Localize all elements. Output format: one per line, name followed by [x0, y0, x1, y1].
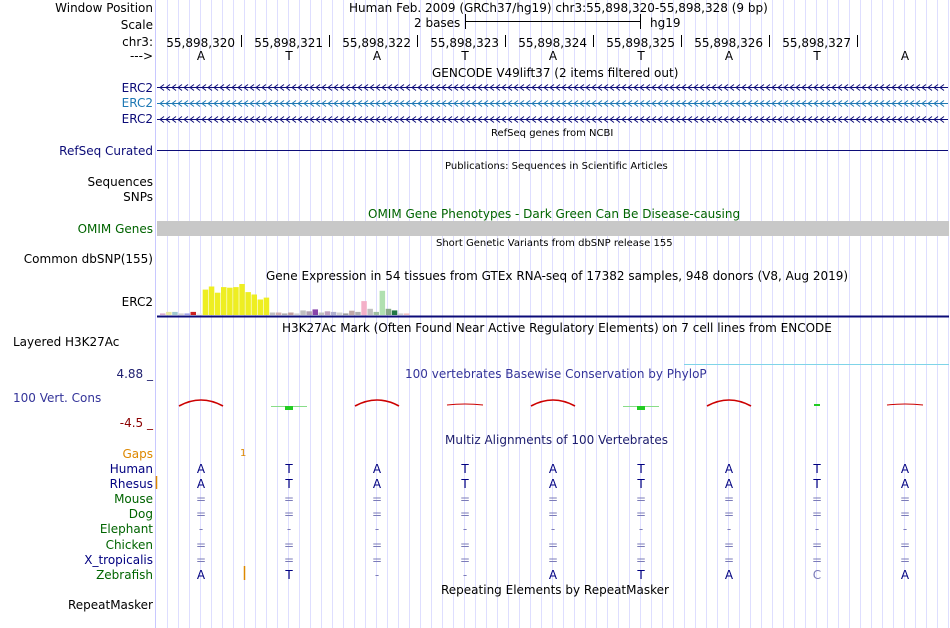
multiz-aligned-base: T [285, 477, 293, 492]
multiz-aligned-base: = [899, 507, 911, 522]
multiz-species-label[interactable]: Zebrafish [96, 567, 153, 582]
gaps-label: Gaps [122, 447, 153, 461]
gtex-track-label[interactable]: ERC2 [121, 295, 153, 309]
multiz-aligned-base: = [371, 507, 383, 522]
sequence-base: T [637, 49, 645, 63]
multiz-aligned-base: - [462, 522, 468, 537]
repeatmasker-track-title[interactable]: Repeating Elements by RepeatMasker [441, 583, 669, 597]
gtex-tissue-bar[interactable] [209, 287, 215, 316]
gtex-tissue-bar[interactable] [367, 309, 373, 315]
gtex-tissue-bar[interactable] [264, 298, 270, 315]
gtex-tissue-bar[interactable] [313, 309, 319, 315]
multiz-aligned-base: A [900, 462, 910, 476]
cons-ymax-label: 4.88 _ [116, 367, 153, 381]
sequence-base: A [548, 49, 558, 63]
gtex-tissue-bar[interactable] [355, 312, 361, 315]
publications-snps-label[interactable]: SNPs [123, 190, 153, 204]
multiz-aligned-base: T [461, 462, 469, 476]
gtex-tissue-bar[interactable] [258, 300, 264, 316]
cons-value-mark [887, 404, 923, 405]
gtex-tissue-bar[interactable] [276, 313, 282, 316]
multiz-aligned-base: = [459, 552, 471, 567]
gtex-tissue-bar[interactable] [233, 287, 239, 315]
multiz-aligned-base: = [283, 507, 295, 522]
multiz-aligned-base: = [195, 507, 207, 522]
strand-label: ---> [129, 49, 153, 63]
conservation-wiggle[interactable] [179, 400, 923, 410]
gtex-tissue-bar[interactable] [191, 312, 197, 315]
multiz-aligned-base: T [285, 462, 293, 476]
multiz-aligned-base: = [635, 537, 647, 552]
multiz-aligned-base: = [899, 492, 911, 507]
multiz-aligned-base: A [900, 477, 910, 492]
multiz-species-label[interactable]: Mouse [114, 492, 153, 507]
ruler-position: 55,898,327 [782, 36, 851, 50]
multiz-aligned-base: A [372, 462, 382, 476]
multiz-aligned-base: = [723, 492, 735, 507]
gtex-tissue-bar[interactable] [325, 311, 331, 315]
gtex-tissue-bar[interactable] [337, 313, 343, 316]
sequence-base: T [285, 49, 293, 63]
multiz-aligned-base: = [283, 552, 295, 567]
multiz-aligned-base: T [813, 462, 821, 476]
gtex-tissue-bar[interactable] [203, 290, 209, 315]
gtex-tissue-bar[interactable] [319, 313, 325, 316]
multiz-aligned-base: T [637, 567, 645, 582]
gtex-tissue-bar[interactable] [184, 313, 190, 315]
gencode-item-label[interactable]: ERC2 [121, 96, 153, 110]
multiz-aligned-base: = [723, 507, 735, 522]
multiz-aligned-base: C [812, 567, 822, 582]
multiz-aligned-base: - [726, 522, 732, 537]
multiz-aligned-base: A [548, 477, 558, 492]
multiz-aligned-base: T [813, 477, 821, 492]
ruler-position: 55,898,323 [430, 36, 499, 50]
multiz-aligned-base: = [195, 537, 207, 552]
multiz-aligned-base: = [547, 537, 559, 552]
gtex-tissue-bar[interactable] [343, 313, 349, 315]
gencode-item-label[interactable]: ERC2 [121, 112, 153, 126]
refseq-track-label[interactable]: RefSeq Curated [59, 144, 153, 158]
multiz-aligned-base: A [196, 462, 206, 476]
multiz-aligned-base: = [459, 492, 471, 507]
multiz-aligned-base: A [196, 477, 206, 492]
multiz-aligned-base: = [899, 552, 911, 567]
gtex-tissue-bar[interactable] [380, 291, 386, 315]
multiz-aligned-base: - [462, 567, 468, 582]
ruler-position: 55,898,320 [166, 36, 235, 50]
multiz-aligned-base: = [723, 537, 735, 552]
ruler-position: 55,898,325 [606, 36, 675, 50]
gtex-tissue-bar[interactable] [349, 311, 355, 315]
multiz-aligned-base: = [811, 492, 823, 507]
multiz-aligned-base: = [371, 552, 383, 567]
refseq-track-title[interactable]: RefSeq genes from NCBI [491, 128, 614, 139]
multiz-aligned-base: = [547, 552, 559, 567]
gtex-tissue-bar[interactable] [361, 301, 367, 315]
gtex-tissue-bar[interactable] [294, 313, 300, 315]
multiz-aligned-base: T [637, 462, 645, 476]
multiz-aligned-base: A [724, 462, 734, 476]
multiz-species-label[interactable]: Chicken [105, 537, 153, 552]
multiz-aligned-base: = [459, 537, 471, 552]
multiz-aligned-base: = [195, 492, 207, 507]
cons-value-mark [814, 404, 820, 406]
gtex-tissue-bar[interactable] [404, 313, 410, 315]
multiz-aligned-base: A [900, 567, 910, 582]
multiz-track-title[interactable]: Multiz Alignments of 100 Vertebrates [445, 433, 669, 447]
gtex-tissue-bar[interactable] [270, 313, 276, 316]
scale-label: Scale [120, 18, 153, 32]
sequence-base: A [724, 49, 734, 63]
multiz-aligned-base: T [461, 477, 469, 492]
multiz-species-label[interactable]: Dog [128, 507, 153, 522]
cons-value-mark [531, 400, 575, 406]
gtex-tissue-bar[interactable] [221, 287, 227, 315]
multiz-aligned-base: - [374, 522, 380, 537]
multiz-aligned-base: = [459, 507, 471, 522]
multiz-species-label[interactable]: Rhesus [109, 477, 153, 492]
multiz-aligned-base: A [724, 567, 734, 582]
multiz-aligned-base: T [637, 477, 645, 492]
ruler-position: 55,898,324 [518, 36, 587, 50]
gtex-tissue-bar[interactable] [245, 292, 251, 315]
cons-value-mark [355, 400, 399, 406]
multiz-aligned-base: = [547, 507, 559, 522]
cons-value-mark [637, 406, 645, 410]
multiz-aligned-base: - [198, 522, 204, 537]
dbsnp-track-title[interactable]: Short Genetic Variants from dbSNP release 155 [436, 238, 673, 249]
publications-track-title[interactable]: Publications: Sequences in Scientific Articles [445, 161, 668, 172]
gencode-gene-line[interactable] [157, 101, 948, 107]
ruler-position: 55,898,321 [254, 36, 323, 50]
gtex-tissue-bar[interactable] [386, 309, 392, 315]
publications-sequences-label[interactable]: Sequences [87, 175, 153, 189]
gencode-track-title[interactable]: GENCODE V49lift37 (2 items filtered out) [432, 66, 679, 80]
cons-ymin-label: -4.5 _ [119, 416, 153, 430]
multiz-aligned-base: = [283, 492, 295, 507]
gtex-bar-chart[interactable] [160, 284, 410, 315]
gtex-track-title[interactable]: Gene Expression in 54 tissues from GTEx RNA-seq of 17382 samples, 948 donors (V8, Aug 2019) [266, 269, 849, 283]
gencode-gene-line[interactable] [157, 117, 948, 123]
gencode-item-label[interactable]: ERC2 [121, 81, 153, 95]
scale-assembly: hg19 [650, 16, 681, 30]
omim-track-label[interactable]: OMIM Genes [77, 222, 153, 236]
multiz-aligned-base: A [548, 462, 558, 476]
h3k27ac-track-label[interactable]: Layered H3K27Ac [13, 335, 120, 349]
multiz-aligned-base: = [723, 552, 735, 567]
multiz-aligned-base: = [811, 537, 823, 552]
multiz-aligned-base: A [196, 567, 206, 582]
multiz-aligned-base: - [902, 522, 908, 537]
cons-value-mark [179, 400, 223, 406]
multiz-species-label[interactable]: Elephant [99, 522, 153, 537]
multiz-aligned-base: A [724, 477, 734, 492]
sequence-base: T [461, 49, 469, 63]
omim-track-title[interactable]: OMIM Gene Phenotypes - Dark Green Can Be Disease-causing [368, 207, 741, 221]
gtex-tissue-bar[interactable] [227, 288, 233, 315]
sequence-base: A [900, 49, 910, 63]
gtex-tissue-bar[interactable] [166, 312, 172, 315]
multiz-aligned-base: - [550, 522, 556, 537]
h3k27ac-track-title[interactable]: H3K27Ac Mark (Often Found Near Active Regulatory Elements) on 7 cell lines from ENCODE [282, 321, 832, 335]
gtex-tissue-bar[interactable] [306, 311, 312, 315]
multiz-aligned-base: = [635, 492, 647, 507]
dbsnp-track-label[interactable]: Common dbSNP(155) [23, 252, 153, 266]
gtex-tissue-bar[interactable] [215, 293, 221, 315]
multiz-aligned-base: = [371, 492, 383, 507]
cons-track-title[interactable]: 100 vertebrates Basewise Conservation by PhyloP [405, 367, 707, 381]
gtex-tissue-bar[interactable] [172, 312, 178, 315]
window-position-label: Window Position [55, 1, 153, 15]
multiz-aligned-base: = [371, 537, 383, 552]
multiz-aligned-base: = [635, 507, 647, 522]
gtex-tissue-bar[interactable] [239, 284, 245, 315]
scale-value: 2 bases [414, 16, 461, 30]
gtex-tissue-bar[interactable] [398, 313, 404, 315]
sequence-base: T [813, 49, 821, 63]
multiz-aligned-base: = [635, 552, 647, 567]
multiz-aligned-base: - [374, 567, 380, 582]
multiz-aligned-base: = [195, 552, 207, 567]
gtex-tissue-bar[interactable] [282, 313, 288, 315]
assembly-position-text: Human Feb. 2009 (GRCh37/hg19) chr3:55,898,320-55,898,328 (9 bp) [349, 1, 768, 15]
multiz-aligned-base: - [814, 522, 820, 537]
gtex-tissue-bar[interactable] [288, 313, 294, 316]
cons-value-mark [285, 406, 293, 410]
gtex-tissue-bar[interactable] [300, 310, 306, 315]
repeatmasker-track-label[interactable]: RepeatMasker [67, 598, 153, 612]
gaps-value: 1 [240, 448, 247, 459]
sequence-base: A [372, 49, 382, 63]
cons-track-label[interactable]: 100 Vert. Cons [13, 391, 102, 405]
ruler-position: 55,898,322 [342, 36, 411, 50]
multiz-aligned-base: = [811, 552, 823, 567]
omim-gene-bar[interactable] [157, 221, 949, 236]
gtex-tissue-bar[interactable] [252, 295, 258, 316]
multiz-species-label[interactable]: Human [109, 462, 153, 476]
gtex-tissue-bar[interactable] [374, 312, 380, 315]
ruler-position: 55,898,326 [694, 36, 763, 50]
gtex-tissue-bar[interactable] [178, 313, 184, 315]
gencode-gene-line[interactable] [157, 85, 948, 91]
cons-value-mark [447, 404, 483, 405]
multiz-aligned-base: A [548, 567, 558, 582]
multiz-aligned-base: A [372, 477, 382, 492]
gtex-tissue-bar[interactable] [160, 313, 166, 315]
gtex-tissue-bar[interactable] [392, 310, 398, 315]
multiz-aligned-base: - [286, 522, 292, 537]
gtex-tissue-bar[interactable] [197, 313, 203, 315]
multiz-aligned-base: = [283, 537, 295, 552]
multiz-aligned-base: = [547, 492, 559, 507]
multiz-aligned-base: = [811, 507, 823, 522]
cons-value-mark [707, 400, 751, 406]
gtex-tissue-bar[interactable] [331, 312, 337, 315]
multiz-aligned-base: T [285, 567, 293, 582]
multiz-aligned-base: - [638, 522, 644, 537]
sequence-base: A [196, 49, 206, 63]
multiz-species-label[interactable]: X_tropicalis [84, 552, 153, 567]
multiz-aligned-base: = [899, 537, 911, 552]
chrom-label: chr3: [122, 35, 153, 49]
